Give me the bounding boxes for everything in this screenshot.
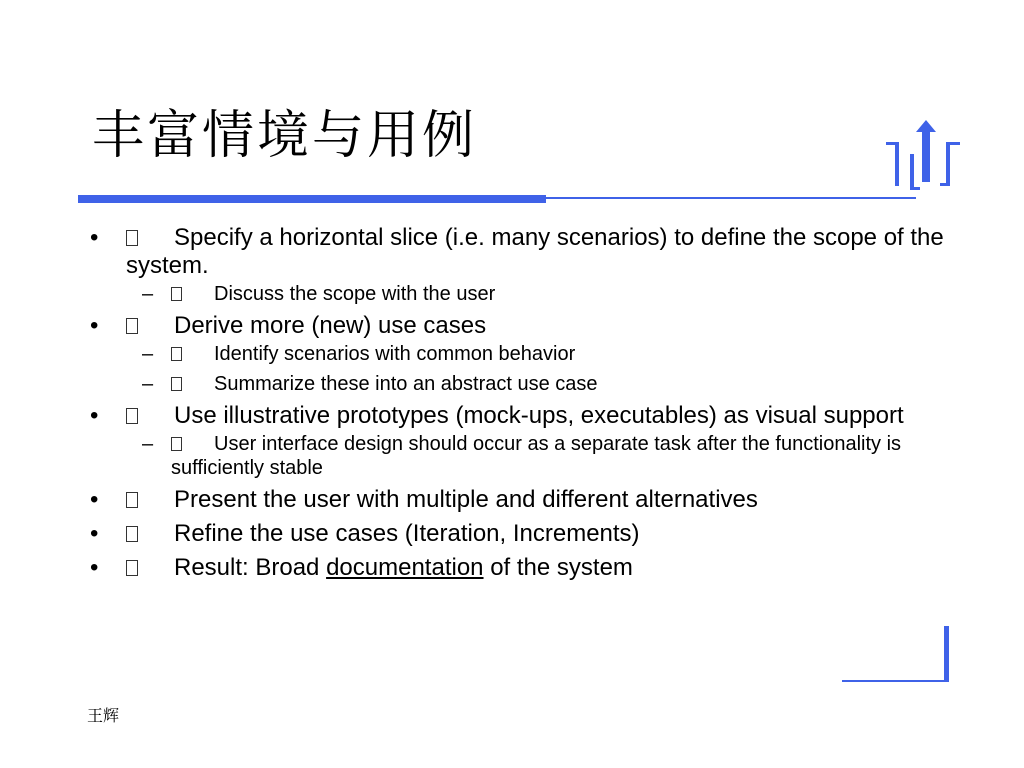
- bullet-text: Present the user with multiple and different alternatives: [174, 486, 758, 513]
- missing-glyph-icon: [171, 437, 182, 451]
- corner-bracket-decoration: [842, 622, 954, 686]
- sub-bullet-item: [126, 372, 948, 396]
- missing-glyph-icon: [171, 347, 182, 361]
- bullet-item: [88, 486, 948, 514]
- bullet-marker: •: [90, 554, 99, 581]
- missing-glyph-icon: [126, 492, 138, 508]
- bullet-list-container: [88, 224, 948, 588]
- bullet-item: [88, 224, 948, 306]
- arrow-logo-icon: [880, 118, 964, 194]
- bullet-item: [88, 554, 948, 582]
- sub-bullet-list: [126, 342, 948, 396]
- bullet-marker: •: [90, 224, 99, 251]
- sub-bullet-text: User interface design should occur as a separate task after the functionality is sufficiently stable: [171, 433, 902, 479]
- sub-bullet-item: [126, 282, 948, 306]
- bullet-text: Use illustrative prototypes (mock-ups, executables) as visual support: [174, 402, 904, 429]
- bullet-text: Specify a horizontal slice (i.e. many scenarios) to define the scope of the system.: [126, 224, 944, 279]
- sub-bullet-item: [126, 342, 948, 366]
- bullet-marker: •: [90, 312, 99, 339]
- sub-bullet-text: Identify scenarios with common behavior: [214, 343, 576, 365]
- bullet-text-before: Result: Broad: [174, 554, 327, 581]
- bullet-item: [88, 312, 948, 396]
- missing-glyph-icon: [126, 560, 138, 576]
- title-underline-thick: [78, 195, 546, 203]
- missing-glyph-icon: [171, 377, 182, 391]
- title-underline-thin: [546, 197, 916, 199]
- bullet-marker: •: [90, 402, 99, 429]
- sub-bullet-marker: –: [142, 373, 154, 395]
- bullet-item: [88, 520, 948, 548]
- footer-author: 王辉: [87, 708, 120, 725]
- bullet-marker: •: [90, 520, 99, 547]
- missing-glyph-icon: [126, 318, 138, 334]
- sub-bullet-text: Summarize these into an abstract use case: [214, 373, 598, 395]
- sub-bullet-marker: –: [142, 433, 154, 455]
- bullet-list: [88, 224, 948, 582]
- sub-bullet-marker: –: [142, 283, 154, 305]
- bullet-text: Refine the use cases (Iteration, Increments): [174, 520, 640, 547]
- missing-glyph-icon: [126, 230, 138, 246]
- sub-bullet-marker: –: [142, 343, 154, 365]
- sub-bullet-text: Discuss the scope with the user: [214, 283, 496, 305]
- bullet-marker: •: [90, 486, 99, 513]
- missing-glyph-icon: [126, 408, 138, 424]
- sub-bullet-item: [126, 432, 948, 480]
- slide-title: 丰富情境与用例: [92, 106, 478, 166]
- missing-glyph-icon: [126, 526, 138, 542]
- missing-glyph-icon: [171, 287, 182, 301]
- documentation-underlined-text: documentation: [326, 554, 484, 581]
- bullet-text: Derive more (new) use cases: [174, 312, 487, 339]
- sub-bullet-list: [126, 282, 948, 306]
- bullet-text-after: of the system: [483, 554, 633, 581]
- sub-bullet-list: [126, 432, 948, 480]
- bullet-item: [88, 402, 948, 480]
